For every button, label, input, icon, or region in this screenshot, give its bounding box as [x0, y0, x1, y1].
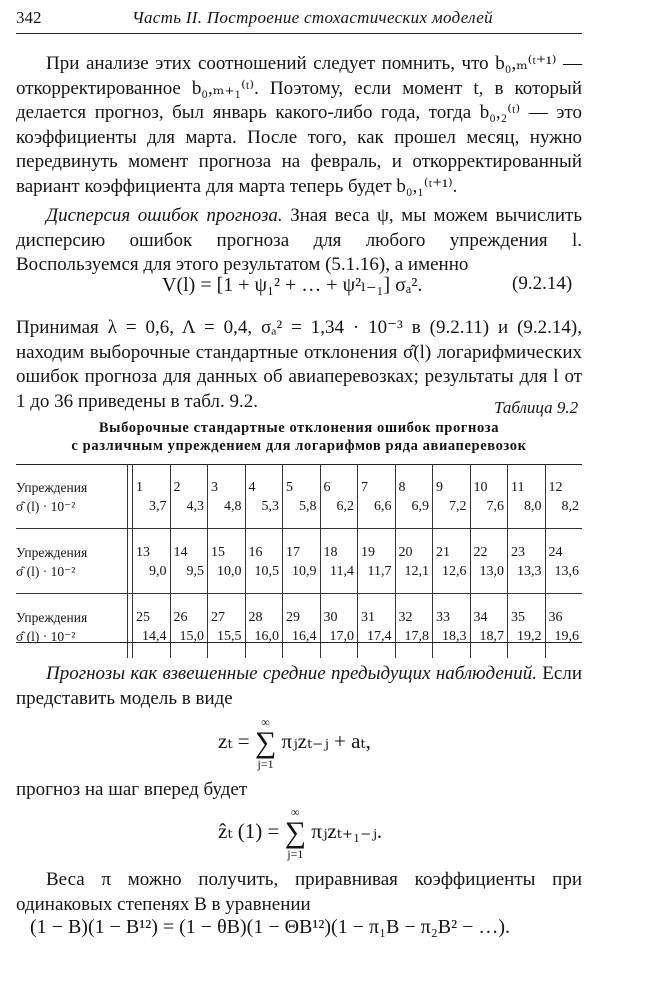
row-label-sigma: σ̂ (l) · 10⁻²: [16, 629, 76, 644]
lead-row: [16, 529, 582, 563]
row-label-lead: Упреждения: [16, 594, 128, 628]
lead-cell: 25: [133, 594, 171, 628]
lead-cell: 31: [358, 594, 396, 628]
sum-lower-limit: j=1: [287, 847, 304, 861]
sigma-cell: 13,3: [508, 562, 546, 594]
sigma-cell: 18,7: [470, 627, 508, 658]
sigma-cell: 17,4: [358, 627, 396, 658]
sigma-cell: 6,9: [395, 497, 433, 529]
lead-cell: 27: [208, 594, 246, 628]
forecast-formula-rhs: πⱼzₜ₊₁₋ⱼ.: [311, 818, 383, 843]
lead-cell: 32: [395, 594, 433, 628]
sigma-cell: 9,0: [133, 562, 171, 594]
sigma-cell: 3,7: [133, 497, 171, 529]
table-caption: Таблица 9.2: [494, 398, 579, 417]
lead-cell: 10: [470, 464, 508, 497]
header-rule: [16, 33, 582, 34]
sigma-cell: 12,6: [433, 562, 471, 594]
sigma-cell: 6,2: [320, 497, 358, 529]
lead-cell: 2: [170, 464, 208, 497]
sigma-cell: 19,2: [508, 627, 546, 658]
sigma-cell: 8,2: [545, 497, 582, 529]
sigma-cell: 11,4: [320, 562, 358, 594]
table-bottom-rule: [16, 642, 582, 643]
lead-cell: 15: [208, 529, 246, 563]
lead-cell: 3: [208, 464, 246, 497]
sigma-cell: 4,3: [170, 497, 208, 529]
sigma-cell: 4,8: [208, 497, 246, 529]
row-label-sigma: σ̂ (l) · 10⁻²: [16, 564, 76, 579]
sum-upper-limit: ∞: [261, 715, 270, 729]
forecast-formula: [218, 806, 382, 860]
sigma-cell: 17,0: [320, 627, 358, 658]
paragraph-2-heading: Дисперсия ошибок прогноза.: [46, 205, 283, 226]
paragraph-4-heading: Прогнозы как взвешенные средние предыдущих наблюдений.: [46, 663, 537, 684]
paragraph-1: При анализе этих соотношений следует помнить, что b₀,ₘ⁽ᵗ⁺¹⁾ — откорректированное b₀,ₘ₊₁⁽ᵗ⁾. Поэтому, если момент t, в который делается прогноз, был январь какого-либо года, тогда b₀,₂⁽ᵗ⁾ — это коэффициенты для марта. После того, как прошел месяц, нужно передвинуть момент прогноза на февраль, и откорректированный вариант коэффициента для марта теперь будет b₀,₁⁽ᵗ⁺¹⁾.: [16, 53, 582, 197]
paragraph-3: Принимая λ = 0,6, Λ = 0,4, σₐ² = 1,34 · 10⁻³ в (9.2.11) и (9.2.14), находим выборочные стандартные отклонения σ̂(l) логарифмических ошибок прогноза для данных об авиаперевозках; результаты для l от 1 до 36 приведены в табл. 9.2.: [16, 317, 582, 412]
row-label-lead: Упреждения: [16, 480, 88, 495]
forecast-formula-sum: [285, 806, 306, 860]
sigma-symbol: ∑: [284, 816, 306, 849]
lead-cell: 30: [320, 594, 358, 628]
page-number: 342: [16, 8, 42, 27]
lead-cell: 28: [245, 594, 283, 628]
sigma-cell: 13,6: [545, 562, 582, 594]
lead-cell: 14: [170, 529, 208, 563]
lead-cell: 36: [545, 594, 582, 628]
forecast-formula-lhs: ẑₜ (1) =: [218, 818, 285, 843]
paragraph-6: Веса π можно получить, приравнивая коэффициенты при одинаковых степенях B в уравнении: [16, 869, 582, 915]
lead-cell: 22: [470, 529, 508, 563]
lead-cell: 4: [245, 464, 283, 497]
lead-cell: 19: [358, 529, 396, 563]
sigma-cell: 10,5: [245, 562, 283, 594]
sigma-cell: 10,9: [283, 562, 321, 594]
paragraph-2-text: Зная веса ψ, мы можем вычислить дисперсию ошибок прогноза для любого упреждения l. Воспользуемся для этого результатом (5.1.16), а именно: [16, 205, 583, 275]
lead-cell: 26: [170, 594, 208, 628]
sigma-row: [16, 497, 582, 529]
lead-cell: 34: [470, 594, 508, 628]
lead-cell: 5: [283, 464, 321, 497]
sigma-cell: 19,6: [545, 627, 582, 658]
sigma-cell: 17,8: [395, 627, 433, 658]
lead-cell: 11: [508, 464, 546, 497]
sigma-cell: 8,0: [508, 497, 546, 529]
weights-equation: (1 − B)(1 − B¹²) = (1 − θB)(1 − ΘB¹²)(1 − π₁B − π₂B² − …).: [30, 916, 511, 938]
lead-row: [16, 464, 582, 497]
table-title-line-1: Выборочные стандартные отклонения ошибок прогноза: [98, 420, 500, 436]
sigma-cell: 15,0: [170, 627, 208, 658]
lead-cell: 9: [433, 464, 471, 497]
model-formula-sum: [255, 716, 276, 770]
model-formula: [218, 716, 371, 770]
sigma-row: [16, 562, 582, 594]
model-formula-rhs: πⱼzₜ₋ⱼ + aₜ,: [281, 728, 371, 753]
lead-cell: 24: [545, 529, 582, 563]
lead-cell: 29: [283, 594, 321, 628]
lead-cell: 13: [133, 529, 171, 563]
sigma-symbol: ∑: [254, 726, 277, 759]
lead-cell: 35: [508, 594, 546, 628]
sigma-cell: 5,8: [283, 497, 321, 529]
lead-cell: 21: [433, 529, 471, 563]
sigma-cell: 15,5: [208, 627, 246, 658]
lead-cell: 18: [320, 529, 358, 563]
running-title: Часть II. Построение стохастических моделей: [132, 8, 493, 27]
lead-cell: 7: [358, 464, 396, 497]
lead-cell: 33: [433, 594, 471, 628]
row-label-lead: Упреждения: [16, 529, 128, 563]
variance-formula: V(l) = [1 + ψ₁² + … + ψ²ₗ₋₁] σₐ².: [162, 274, 423, 296]
lead-cell: 20: [395, 529, 433, 563]
row-label-sigma: σ̂ (l) · 10⁻²: [16, 499, 76, 514]
paragraph-4-text: Если представить модель в виде: [16, 663, 582, 709]
sigma-cell: 13,0: [470, 562, 508, 594]
lead-cell: 12: [545, 464, 582, 497]
paragraph-5: прогноз на шаг вперед будет: [16, 779, 248, 800]
sigma-cell: 7,6: [470, 497, 508, 529]
sigma-cell: 7,2: [433, 497, 471, 529]
sigma-cell: 10,0: [208, 562, 246, 594]
model-formula-lhs: zₜ =: [218, 728, 255, 753]
lead-row: [16, 594, 582, 628]
sigma-cell: 14,4: [133, 627, 171, 658]
sigma-cell: 12,1: [395, 562, 433, 594]
sigma-cell: 18,3: [433, 627, 471, 658]
paragraph-2: [16, 204, 582, 278]
sigma-cell: 16,0: [245, 627, 283, 658]
sigma-cell: 6,6: [358, 497, 396, 529]
forecast-std-table: [16, 464, 582, 658]
lead-cell: 23: [508, 529, 546, 563]
table-title-line-2: с различным упреждением для логарифмов ряда авиаперевозок: [71, 438, 527, 454]
sigma-cell: 5,3: [245, 497, 283, 529]
sigma-cell: 9,5: [170, 562, 208, 594]
lead-cell: 16: [245, 529, 283, 563]
sigma-cell: 11,7: [358, 562, 396, 594]
sigma-cell: 16,4: [283, 627, 321, 658]
lead-cell: 17: [283, 529, 321, 563]
equation-number: (9.2.14): [512, 273, 573, 294]
lead-cell: 8: [395, 464, 433, 497]
lead-cell: 6: [320, 464, 358, 497]
lead-cell: 1: [133, 464, 171, 497]
sum-lower-limit: j=1: [257, 757, 274, 771]
sum-upper-limit: ∞: [291, 805, 300, 819]
paragraph-4: [16, 662, 582, 711]
